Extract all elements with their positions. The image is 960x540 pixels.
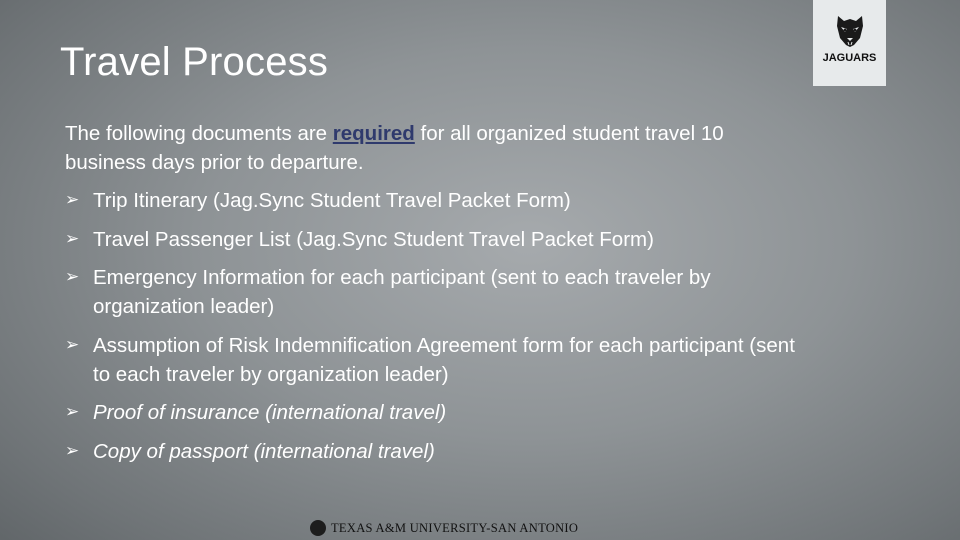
list-item-text: Assumption of Risk Indemnification Agreement form for each participant (sent to each traveler by organization leader): [93, 333, 795, 386]
arrow-bullet-icon: ➢: [65, 334, 80, 355]
list-item: [65, 186, 805, 215]
list-item: [65, 398, 805, 427]
slide-title: Travel Process: [60, 40, 329, 84]
university-seal-icon: [310, 520, 326, 536]
intro-text-before: The following documents are: [65, 122, 333, 145]
jaguars-logo: [813, 0, 886, 86]
list-item-text: Copy of passport (international travel): [93, 439, 435, 463]
list-item-text: Trip Itinerary (Jag.Sync Student Travel Packet Form): [93, 189, 571, 212]
list-item: [65, 263, 805, 321]
list-item: [65, 331, 805, 389]
list-item-text: Proof of insurance (international travel): [93, 401, 447, 424]
arrow-bullet-icon: ➢: [65, 267, 80, 287]
arrow-bullet-icon: ➢: [65, 402, 80, 422]
list-item-text: Travel Passenger List (Jag.Sync Student Travel Packet Form): [93, 227, 654, 251]
logo-text: JAGUARS: [822, 52, 877, 64]
intro-text-after: for all organized student travel 10 business days prior to departure.: [65, 122, 724, 174]
list-item: [65, 225, 805, 254]
required-emphasis: required: [332, 122, 415, 145]
arrow-bullet-icon: ➢: [65, 440, 80, 461]
list-item: [65, 437, 805, 466]
university-footer: [310, 519, 578, 537]
intro-paragraph: [65, 119, 785, 177]
required-documents-list: [65, 186, 805, 475]
footer-text: TEXAS A&M UNIVERSITY-SAN ANTONIO: [331, 520, 579, 535]
list-item-text: Emergency Information for each participant (sent to each traveler by organization leader): [93, 266, 711, 318]
arrow-bullet-icon: ➢: [65, 228, 80, 249]
arrow-bullet-icon: ➢: [65, 190, 80, 210]
jaguar-head-icon: [830, 10, 870, 50]
